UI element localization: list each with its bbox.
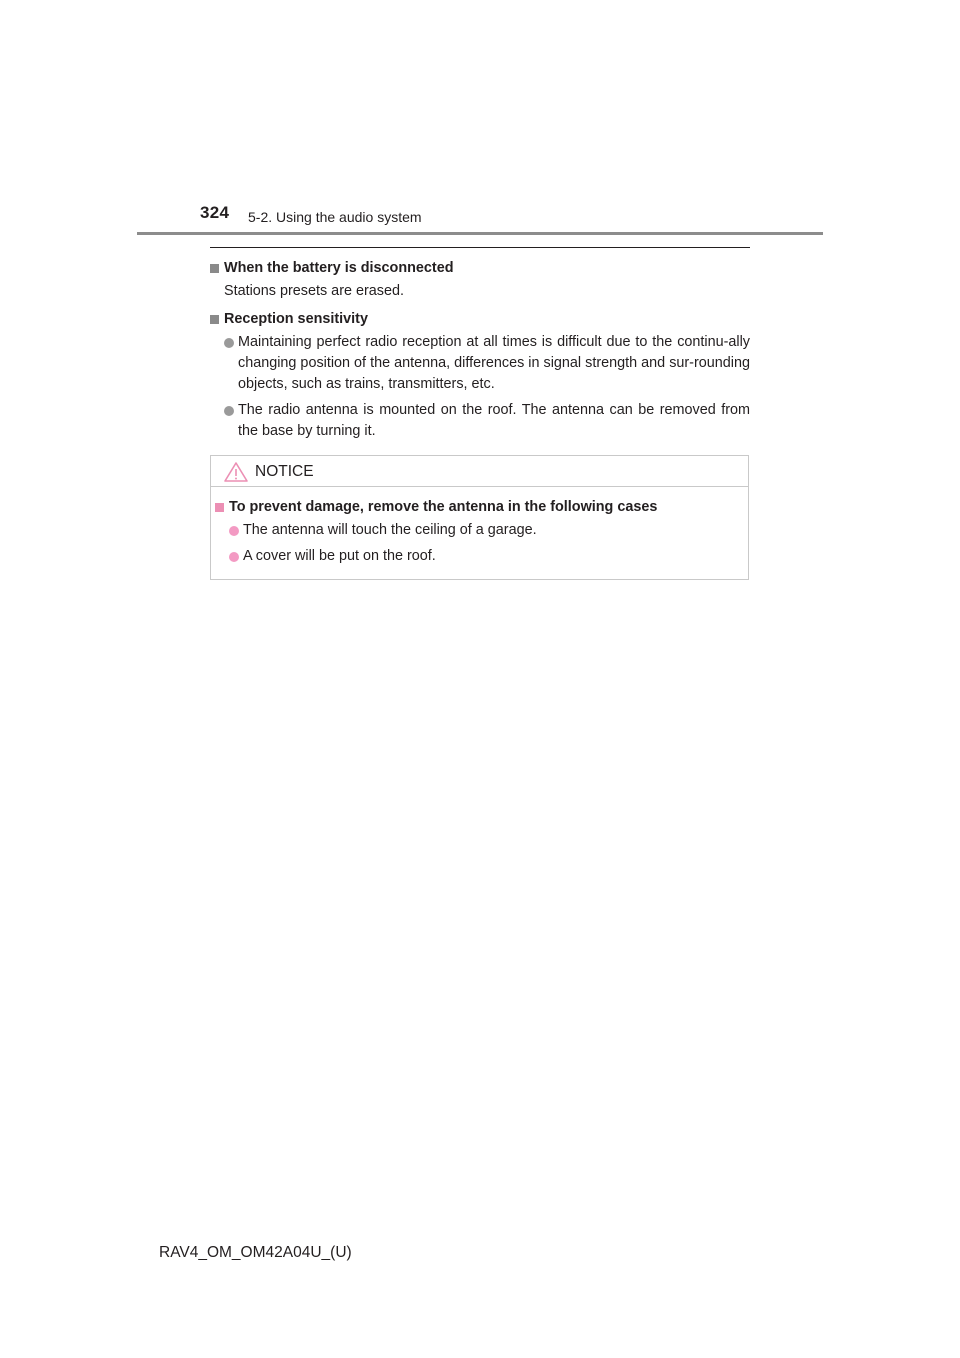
circle-bullet-icon — [229, 552, 239, 562]
list-item-text: The radio antenna is mounted on the roof. The antenna can be removed from the base by turning it. — [238, 402, 750, 439]
notice-body — [215, 497, 735, 567]
list-item — [210, 332, 750, 395]
notice-heading — [215, 497, 735, 518]
square-bullet-icon — [215, 503, 224, 512]
list-item-text: The antenna will touch the ceiling of a garage. — [243, 522, 537, 538]
notice-heading-text: To prevent damage, remove the antenna in the following cases — [229, 499, 658, 515]
page-number: 324 — [200, 203, 230, 222]
list-item-text: Maintaining perfect radio reception at all times is difficult due to the continu-ally changing position of the antenna, differences in signal strength and sur-rounding objects, such as trains, transmitters, etc. — [238, 334, 750, 392]
list-item — [210, 400, 750, 442]
square-bullet-icon — [210, 264, 219, 273]
section-title: 5-2. Using the audio system — [248, 209, 422, 225]
content-rule — [210, 247, 750, 248]
warning-triangle-icon — [223, 461, 249, 483]
circle-bullet-icon — [229, 526, 239, 536]
section-text: Stations presets are erased. — [224, 283, 404, 299]
circle-bullet-icon — [224, 406, 234, 416]
section-heading — [210, 309, 750, 330]
notice-header — [211, 456, 748, 487]
square-bullet-icon — [210, 315, 219, 324]
section-heading — [210, 258, 750, 279]
notice-title: NOTICE — [255, 463, 314, 480]
circle-bullet-icon — [224, 338, 234, 348]
document-id: RAV4_OM_OM42A04U_(U) — [159, 1244, 352, 1261]
section-heading-text: Reception sensitivity — [224, 311, 368, 327]
list-item — [215, 520, 735, 541]
notice-box — [210, 455, 749, 580]
header-rule — [137, 232, 823, 235]
main-content — [210, 258, 750, 442]
list-item-text: A cover will be put on the roof. — [243, 548, 436, 564]
section-heading-text: When the battery is disconnected — [224, 260, 454, 276]
list-item — [215, 546, 735, 567]
